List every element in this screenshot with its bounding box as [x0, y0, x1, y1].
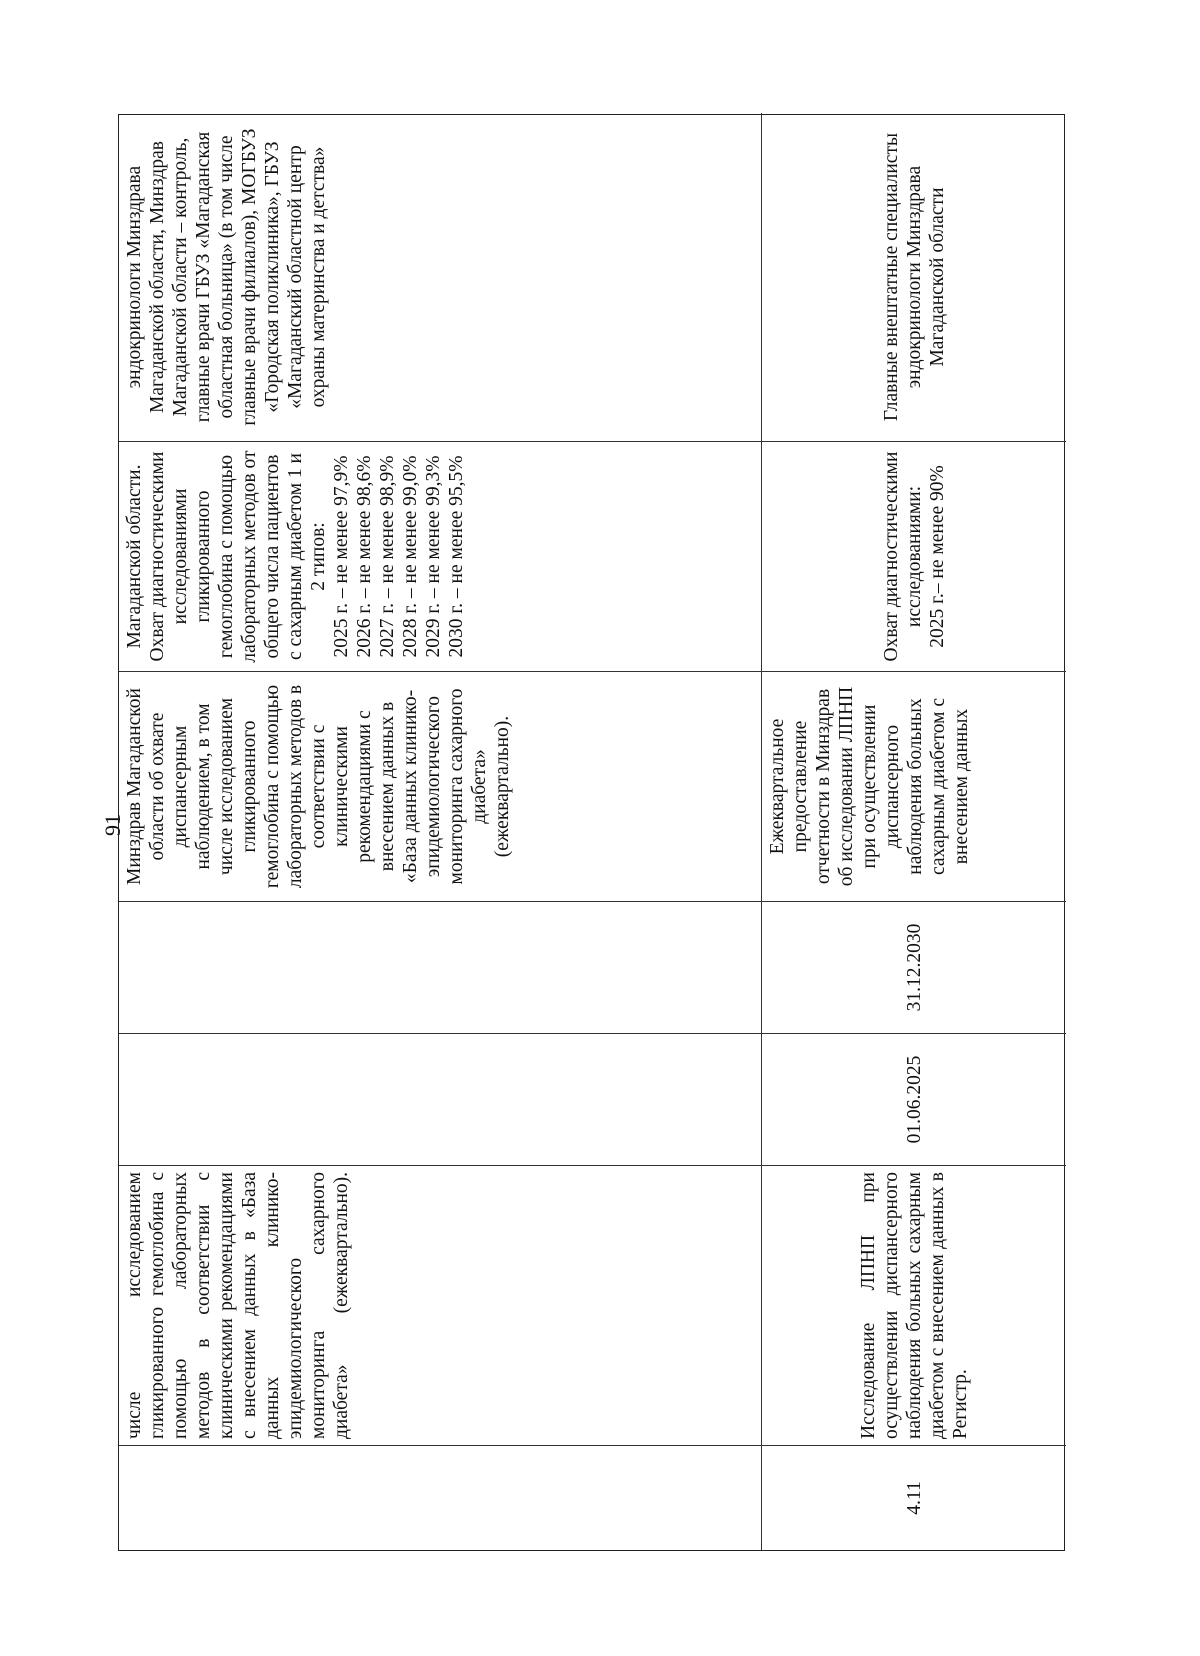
row2-indicator: Охват диагностическими исследованиями: 2025 г.– не менее 90%	[762, 441, 1066, 671]
page-number: 91	[100, 814, 125, 836]
row2-result: Ежеквартальное предоставление отчетности в Минздрав об исследовании ЛПНП при осуществлении диспансерного наблюдения больных сахарным диабетом с внесением данных	[762, 671, 1066, 901]
row2-num: 4.11	[762, 1445, 1066, 1550]
row1-indicator: Магаданской области. Охват диагностическими исследованиями гликированного гемоглобина с помощью лабораторных методов от общего числа пациентов с сахарным диабетом 1 и 2 типов: 2025 г. – не менее 97,9% 2026 г. – не менее 98,6% 2027 г. – не менее 98,9% 2028 г. – не менее 99,0% 2029 г. – не менее 99,3% 2030 г. – не менее 95,5%	[119, 441, 762, 671]
row2-task: Исследование ЛПНП при осуществлении диспансерного наблюдения больных сахарным диабетом с внесением данных в Регистр.	[762, 1165, 1066, 1445]
measures-table	[118, 114, 1065, 1551]
row2-responsible: Главные внештатные специалисты эндокринологи Минздрава Магаданской области	[880, 132, 948, 422]
row1-responsible: эндокринологи Минздрава Магаданской области, Минздрав Магаданской области – контроль, главные врачи ГБУЗ «Магаданская областная больница» (в том числе главные врачи филиалов), МОГБУЗ «Городская поликлиника», ГБУЗ «Магаданский областной центр охраны материнства и детства»	[119, 113, 762, 441]
row1-result: Минздрав Магаданской области об охвате диспансерным наблюдением, в том числе исследованием гликированного гемоглобина с помощью лабораторных методов в соответствии с клиническими рекомендациями с внесением данных в «База данных клинико-эпидемиологического мониторинга сахарного диабета» (ежеквартально).	[119, 671, 762, 901]
row1-task: числе исследованием гликированного гемоглобина с помощью лабораторных методов в соответствии с клиническими рекомендациями с внесением данных в «База данных клинико-эпидемиологического мониторинга сахарного диабета» (ежеквартально).	[119, 1165, 762, 1445]
row2-start: 01.06.2025	[762, 1033, 1066, 1165]
row2-end: 31.12.2030	[762, 901, 1066, 1033]
row1-num	[119, 1445, 762, 1550]
row1-start	[119, 1033, 762, 1165]
row1-end	[119, 901, 762, 1033]
